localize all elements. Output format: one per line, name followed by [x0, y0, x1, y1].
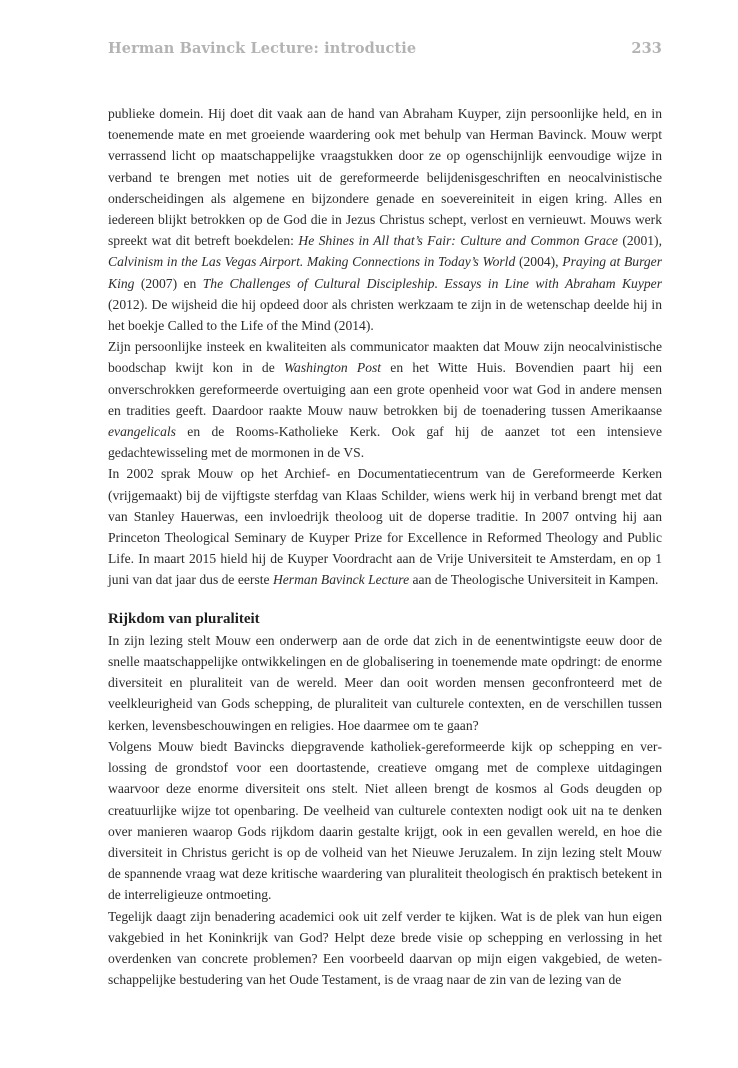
section-paragraph-1 [108, 630, 662, 736]
page-number: 233 [631, 40, 662, 57]
text-run: en het Witte Huis. Bovendien paart hij een onverschrokken gereformeerde overtuiging aan een grote openheid voor wat God in andere mensen en tradities geeft. Daardoor raakte Mouw nauw betrokken bij de toenadering tussen Amerikaanse [108, 360, 662, 418]
italic-term: evangelicals [108, 424, 176, 440]
text-run: Tegelijk daagt zijn benadering academici ook uit zelf verder te kijken. Wat is de plek van hun eigen vakgebied in het Koninkrijk van God? Helpt deze brede visie op schepping en verlossing in het overdenken van concrete problemen? Een voorbeeld daarvan op mijn eigen vakgebied, de wetenschappelijke bestudering van het Oude Testament, is de vraag naar de zin van de lezing van de [108, 908, 662, 988]
text-run: Zijn persoonlijke insteek en kwaliteiten als communicator maakten dat Mouw zijn neocalvinistische boodschap kwijt kon in de [108, 339, 662, 376]
text-run: In 2002 sprak Mouw op het Archief- en Documentatiecentrum van de Gereformeerde Kerken (vrijgemaakt) bij de vijftigste sterfdag van Klaas Schilder, wiens werk hij in verband brengt met dat van Stanley Hauerwas, een invloedrijk theoloog uit de doperse traditie. In 2007 ontving hij aan Princeton Theological Seminary de Kuyper Prize for Excellence in Reformed Theology and Public Life. In maart 2015 hield hij de Kuyper Voordracht aan de Vrije Universiteit te Amsterdam, en op 1 juni van dat jaar dus de eerste [108, 466, 662, 588]
text-run: publieke domein. Hij doet dit vaak aan de hand van Abraham Kuyper, zijn persoonlijke held, en in toenemende mate en met groeiende waardering ook met behulp van Herman Bavinck. Mouw werpt verrassend licht op maatschappelijke vraagstukken door ze op ogenschijnlijk eenvoudige wijze in verband te brengen met noties uit de gereformeerde belijdenisgeschriften en neocalvinistische onderscheidingen als algemene en bijzondere genade en soevereiniteit in eigen kring. Alles en iedereen blijkt betrokken op de God die in Jezus Christus schept, verlost en vernieuwt. Mouws werk spreekt wat dit betreft boekdelen: [108, 106, 662, 249]
running-title: Herman Bavinck Lecture: introductie [108, 40, 417, 57]
italic-term: Washington Post [283, 360, 382, 376]
text-run: In zijn lezing stelt Mouw een onderwerp aan de orde dat zich in de eenentwintigste eeuw door de snelle maatschappelijke ontwikkelingen en de globalisering in toenemende mate opdringt: de enorme diversiteit en pluraliteit van de wereld. Meer dan ooit worden mensen geconfronteerd met de veelkleurigheid van Gods schepping, de pluraliteit van culturele contexten, en de verschillen tussen kerken, levensbeschouwingen en religies. Hoe daarmee om te gaan? [108, 632, 662, 733]
section-paragraph-2 [108, 736, 662, 906]
book-title: He Shines in All that’s Fair: Culture and Common Grace [298, 233, 618, 249]
section-heading: Rijkdom van pluraliteit [108, 610, 260, 627]
text-run: (2004), [515, 254, 563, 270]
paragraph-1 [108, 103, 662, 336]
paragraph-3 [108, 463, 662, 590]
section-paragraph-3 [108, 906, 662, 991]
text-run: Volgens Mouw biedt Bavincks diepgravende katholiek-gereformeerde kijk op schepping en verlossing de grondstof voor een doortastende, creatieve omgang met de complexe uitdagingen waarvoor deze enorme diversiteit ons stelt. Niet alleen brengt de kosmos al Gods deugden op creatuurlijke wijze tot openbaring. De veelheid van culturele contexten nodigt ook uit na te denken over manieren waarop Gods rijkdom daarin gestalte krijgt, ook in een gevallen wereld, en hoe die diversiteit in Christus gericht is op de volheid van het Nieuwe Jeruzalem. In zijn lezing stelt Mouw de spannende vraag wat deze kritische waardering van pluraliteit theologisch én praktisch betekent in de interreligieuze ontmoeting. [108, 738, 662, 903]
text-run: (2012). De wijsheid die hij opdeed door als christen werkzaam te zijn in de wetenschap deelde hij in het boekje Called to the Life of the Mind (2014). [108, 296, 662, 334]
body-text [108, 103, 662, 990]
text-run: (2007) en [134, 275, 203, 291]
book-title: The Challenges of Cultural Discipleship. Essays in Line with Abraham Kuyper [202, 275, 662, 291]
paragraph-2 [108, 336, 662, 463]
book-title: Praying at Burger King [108, 254, 662, 291]
italic-term: Herman Bavinck Lecture [272, 572, 410, 588]
text-run: aan de Theologische Universiteit in Kampen. [409, 572, 659, 588]
text-run: en de Rooms-Katholieke Kerk. Ook gaf hij de aanzet tot een intensieve gedachtewisseling met de mormonen in de VS. [108, 424, 662, 461]
text-run: (2001), [617, 233, 662, 249]
running-header [108, 40, 662, 57]
book-title: Calvinism in the Las Vegas Airport. Making Connections in Today’s World [108, 254, 516, 270]
